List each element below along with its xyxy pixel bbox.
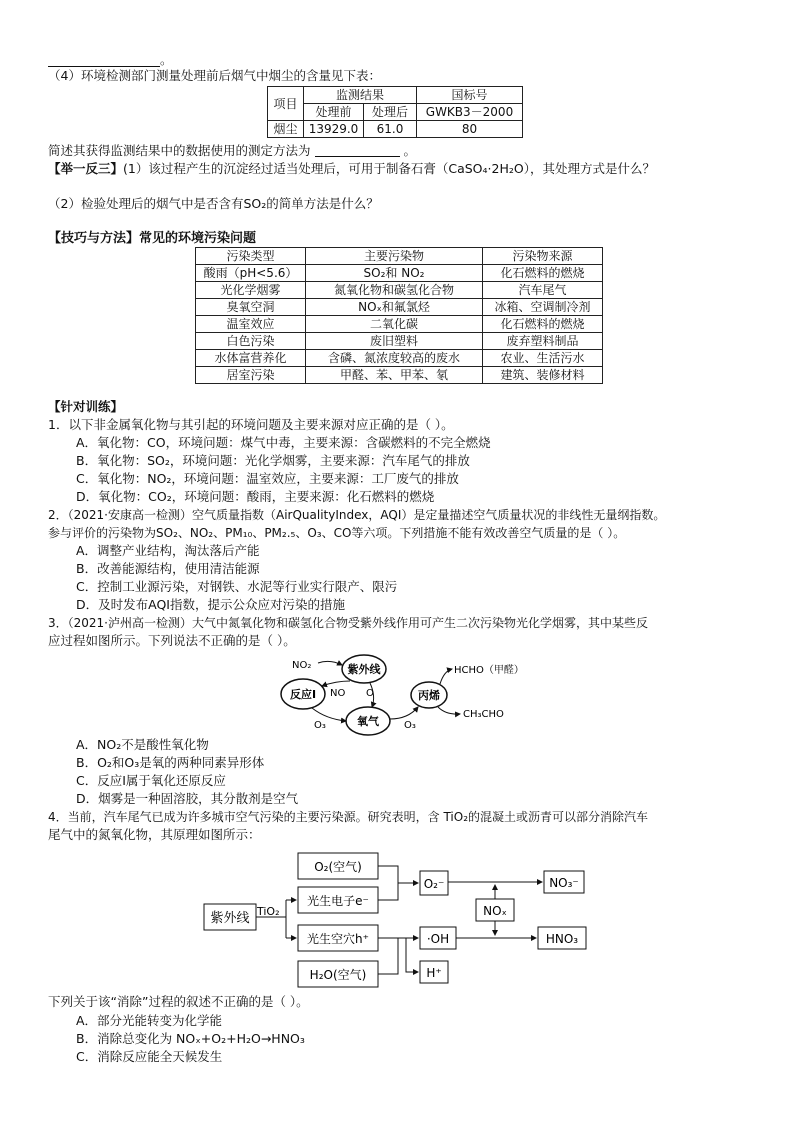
cell: 化石燃料的燃烧 [483, 265, 603, 282]
val-after: 61.0 [364, 121, 417, 138]
cell: 甲醛、苯、甲苯、氡 [306, 367, 483, 384]
dust-table [267, 86, 523, 138]
q4-tio2-diagram [200, 849, 600, 989]
jufan-q1: 【举一反三】(1）该过程产生的沉淀经过适当处理后，可用于制备石膏（CaSO₄·2H₂O），其处理方式是什么？ [48, 161, 655, 176]
jufan-q2: （2）检验处理后的烟气中是否含有SO₂的简单方法是什么？ [48, 196, 379, 211]
cell: 汽车尾气 [483, 282, 603, 299]
hcho-label: HCHO（甲醛） [454, 665, 524, 676]
cell: 光化学烟雾 [196, 282, 306, 299]
q3-option-b: B．O₂和O₃是氧的两种同素异形体 [76, 755, 265, 770]
o3b-label: O₃ [404, 720, 416, 731]
no2-label: NO₂ [292, 660, 312, 671]
o2air-text: O₂(空气) [314, 860, 362, 874]
q3-option-d: D．烟雾是一种固溶胶，其分散剂是空气 [76, 791, 299, 806]
th-pollutant: 主要污染物 [306, 248, 483, 265]
line-h2o-merge [378, 938, 398, 974]
q1-option-a: A．氧化物：CO，环境问题：煤气中毒，主要来源：含碳燃料的不完全燃烧 [76, 435, 491, 450]
jufan-tag: 【举一反三】 [48, 161, 124, 176]
arrow-oxy-propene [390, 707, 418, 719]
q4-stem-3: 下列关于该“消除”过程的叙述不正确的是（ ）。 [48, 994, 309, 1009]
q4-prefix: （4）环境检测部门测量处理前后烟气中烟尘的含量见下表： [48, 68, 381, 83]
line-o2-merge [378, 866, 418, 900]
q2-option-c: C．控制工业源污染，对钢铁、水泥等行业实行限产、限污 [76, 579, 398, 594]
arrow-no2-uv [318, 661, 342, 665]
hole-text: 光生空穴h⁺ [307, 932, 369, 946]
cell: 温室效应 [196, 316, 306, 333]
cell: 氮氧化物和碳氢化合物 [306, 282, 483, 299]
o2minus-text: O₂⁻ [423, 877, 445, 891]
q2-stem-1: 2．（2021·安康高一检测）空气质量指数（AirQualityIndex，AQI）是定量描述空气质量状况的非线性无量纲指数。 [48, 508, 666, 522]
q2-option-d: D．及时发布AQI指数，提示公众应对污染的措施 [76, 597, 345, 612]
no-label: NO [330, 688, 346, 699]
q4-option-a: A．部分光能转变为化学能 [76, 1013, 223, 1028]
cell: 含磷、氮浓度较高的废水 [306, 350, 483, 367]
o-label: O [366, 688, 374, 699]
h-std: 国标号 [417, 87, 523, 104]
cell: 白色污染 [196, 333, 306, 350]
q4-option-c: C．消除反应能全天候发生 [76, 1049, 223, 1064]
cell: 农业、生活污水 [483, 350, 603, 367]
ch3cho-label: CH₃CHO [463, 709, 504, 720]
q3-stem-1: 3．（2021·泸州高一检测）大气中氮氧化物和碳氢化合物受紫外线作用可产生二次污染物光化学烟雾，其中某些反 [48, 616, 648, 630]
std-code: GWKB3－2000 [417, 104, 523, 121]
nox-text: NOₓ [483, 904, 507, 918]
cell: 臭氧空洞 [196, 299, 306, 316]
arrow-propene-ch3cho [438, 707, 460, 714]
react-label: 反应I [289, 688, 317, 701]
q2-stem-2: 参与评价的污染物为SO₂、NO₂、PM₁₀、PM₂.₅、O₃、CO等六项。下列措施不能有效改善空气质量的是（ ）。 [48, 526, 626, 540]
cell: 二氧化碳 [306, 316, 483, 333]
cell: 居室污染 [196, 367, 306, 384]
tio2-text: TiO₂ [257, 905, 280, 918]
oxy-label: 氧气 [357, 715, 379, 728]
cell: 废旧塑料 [306, 333, 483, 350]
q4-option-b: B．消除总变化为 NOₓ+O₂+H₂O→HNO₃ [76, 1031, 305, 1046]
hno3-text: HNO₃ [545, 932, 579, 946]
th-source: 污染物来源 [483, 248, 603, 265]
arrow-propene-hcho [440, 669, 452, 684]
o3a-label: O₃ [314, 720, 326, 731]
th-type: 污染类型 [196, 248, 306, 265]
propene-label: 丙烯 [418, 689, 440, 702]
row-label: 烟尘 [268, 121, 304, 138]
skills-title: 【技巧与方法】常见的环境污染问题 [48, 231, 257, 246]
cell: 酸雨（pH<5.6） [196, 265, 306, 282]
q2-option-a: A．调整产业结构，淘汰落后产能 [76, 543, 260, 558]
q3-option-c: C．反应I属于氧化还原反应 [76, 773, 226, 788]
electron-text: 光生电子e⁻ [307, 894, 369, 908]
training-tag: 【针对训练】 [48, 399, 124, 414]
arrow-to-hplus [406, 938, 418, 972]
q1-option-c: C．氧化物：NO₂，环境问题：温室效应，主要来源：工厂废气的排放 [76, 471, 459, 486]
uv-label: 紫外线 [347, 663, 381, 676]
cell: 冰箱、空调制冷剂 [483, 299, 603, 316]
h-result: 监测结果 [304, 87, 417, 104]
q3-stem-2: 应过程如图所示。下列说法不正确的是（ ）。 [48, 633, 296, 648]
h2oair-text: H₂O(空气) [309, 968, 367, 982]
cell: 建筑、装修材料 [483, 367, 603, 384]
q3-option-a: A．NO₂不是酸性氧化物 [76, 737, 209, 752]
period: 。 [160, 52, 173, 67]
h-before: 处理前 [304, 104, 364, 121]
cell: 水体富营养化 [196, 350, 306, 367]
cell: NOₓ和氟氯烃 [306, 299, 483, 316]
q2-option-b: B．改善能源结构，使用清洁能源 [76, 561, 260, 576]
q3-reaction-diagram [278, 651, 578, 737]
oh-text: ·OH [426, 932, 450, 946]
q4-stem-2: 尾气中的氮氧化物，其原理如图所示： [48, 827, 261, 842]
q4-stem-1: 4．当前，汽车尾气已成为许多城市空气污染的主要污染源。研究表明，含 TiO₂的混凝土或沥青可以部分消除汽车 [48, 810, 649, 824]
arrow-uv-react [322, 681, 350, 686]
cell: SO₂和 NO₂ [306, 265, 483, 282]
val-before: 13929.0 [304, 121, 364, 138]
h-item: 项目 [268, 87, 304, 121]
q1-option-d: D．氧化物：CO₂，环境问题：酸雨，主要来源：化石燃料的燃烧 [76, 489, 435, 504]
pollution-table [195, 247, 603, 384]
no3-text: NO₃⁻ [549, 876, 579, 890]
answer-blank-line [48, 66, 160, 67]
method-blank [315, 143, 400, 157]
h-after: 处理后 [364, 104, 417, 121]
cell: 废弃塑料制品 [483, 333, 603, 350]
val-std: 80 [417, 121, 523, 138]
cell: 化石燃料的燃烧 [483, 316, 603, 333]
q1-option-b: B．氧化物：SO₂，环境问题：光化学烟雾，主要来源：汽车尾气的排放 [76, 453, 470, 468]
hplus-text: H⁺ [426, 966, 442, 980]
q1-stem: 1．以下非金属氧化物与其引起的环境问题及主要来源对应正确的是（ ）。 [48, 417, 454, 432]
method-line: 简述其获得监测结果中的数据使用的测定方法为 。 [48, 143, 416, 158]
uv-text: 紫外线 [210, 911, 250, 926]
